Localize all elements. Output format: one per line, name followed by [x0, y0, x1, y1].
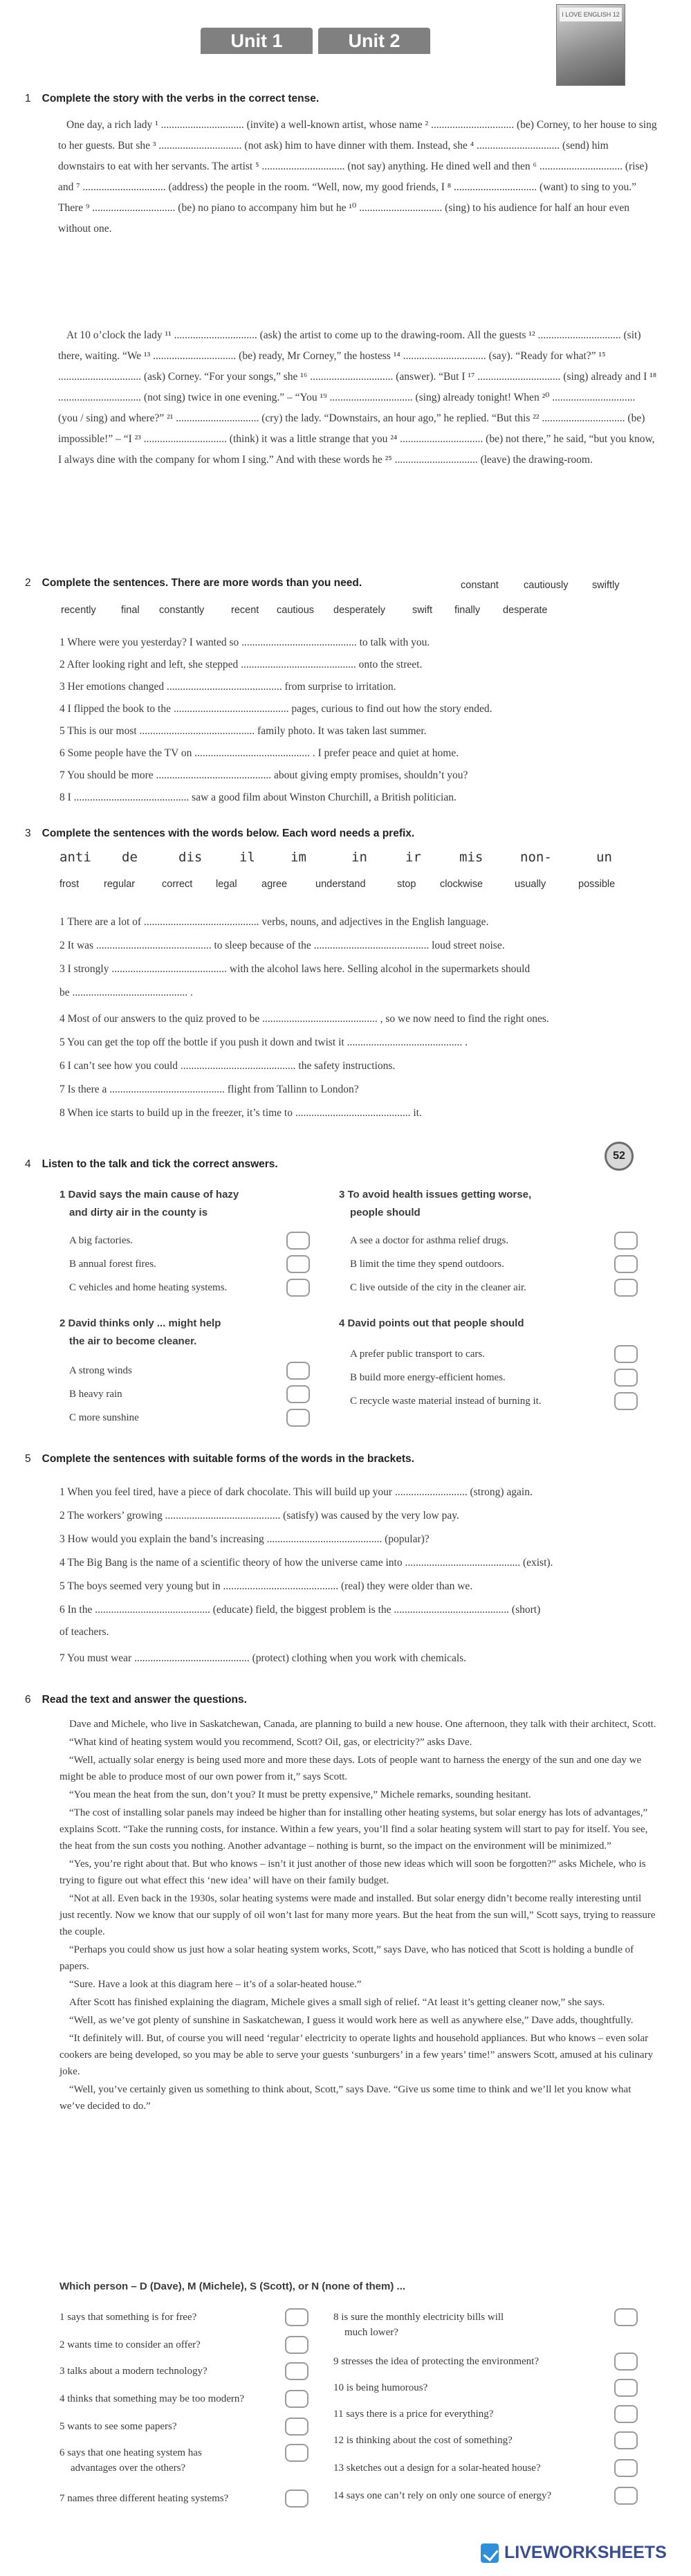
s4-q4-option-b: B build more energy-efficient homes. — [350, 1372, 506, 1383]
s6-paragraph: “You mean the heat from the sun, don’t you? It must be pretty expensive,” Michele remarks, sounding hesitant. — [69, 1789, 531, 1800]
s2-item-1: 1 Where were you yesterday? I wanted so ........................................... to talk with you. — [59, 637, 430, 648]
s6-statement — [333, 2433, 607, 2448]
s6-statement — [333, 2488, 607, 2503]
word-stop: stop — [397, 879, 416, 890]
s6-statement-text: 4 thinks that something may be too modern? — [59, 2393, 245, 2404]
s4-q2-checkbox-c[interactable] — [286, 1409, 310, 1427]
s6-statement — [333, 2406, 607, 2422]
story-paragraph-1 — [58, 115, 657, 239]
section-2-title: 2 Complete the sentences. There are more words than you need. — [25, 577, 362, 589]
s4-q4-stem: 4 David points out that people should — [339, 1317, 524, 1329]
s6-paragraph: Dave and Michele, who live in Saskatchewan, Canada, are planning to build a new house. One afternoon, they talk with their architect, Scott. — [69, 1719, 656, 1730]
word-cautious: cautious — [277, 605, 315, 616]
word-understand: understand — [315, 879, 366, 890]
prefix-de: de — [122, 850, 138, 865]
s2-item-6: 6 Some people have the TV on ........................................... . I prefer peace and quiet at home. — [59, 747, 459, 759]
s3-item-4: 4 Most of our answers to the quiz proved to be ........................................... , so we now need to find the right ones. — [59, 1013, 549, 1025]
word-agree: agree — [261, 879, 288, 890]
word-constant: constant — [461, 580, 499, 591]
s4-q3-option-a: A see a doctor for asthma relief drugs. — [350, 1235, 509, 1246]
prefix-il: il — [239, 850, 255, 865]
s3-item-8: 8 When ice starts to build up in the freezer, it’s time to ........................................... it. — [59, 1107, 422, 1119]
s6-statement-text: 3 talks about a modern technology? — [59, 2366, 208, 2377]
word-possible: possible — [578, 879, 616, 890]
s6-paragraph: “What kind of heating system would you recommend, Scott? Oil, gas, or electricity?” asks Dave. — [69, 1737, 472, 1748]
s6-reading-text — [59, 1716, 658, 2116]
word-desperately: desperately — [333, 605, 385, 616]
s6-paragraph: “Yes, you’re right about that. But who knows – isn’t it just another of those new ideas which will soon be forgotten?” asks Michele, who is trying to figure out what effect this ‘new idea’ will have on their family budget. — [59, 1858, 646, 1886]
s6-answer-box[interactable] — [614, 2487, 638, 2505]
s4-q4-option-c: C recycle waste material instead of burning it. — [350, 1396, 542, 1407]
word-recent: recent — [231, 605, 259, 616]
s6-statement-text: 1 says that something is for free? — [59, 2312, 197, 2323]
s6-answer-box[interactable] — [285, 2390, 308, 2408]
s6-answer-box[interactable] — [614, 2431, 638, 2449]
s4-q1-option-c: C vehicles and home heating systems. — [69, 1282, 228, 1293]
s5-item-2: 2 The workers’ growing ........................................... (satisfy) was caused by the very low pay. — [59, 1510, 459, 1522]
book-cover-title: I LOVE ENGLISH 12 — [560, 8, 622, 21]
s6-statement — [333, 2460, 607, 2476]
s3-item-1: 1 There are a lot of ........................................... verbs, nouns, and adjectives in the English language. — [59, 916, 489, 928]
s4-q1-stem: 1 David says the main cause of hazy — [59, 1189, 239, 1200]
s4-q3-stem-2: people should — [350, 1207, 421, 1218]
story-paragraph-2 — [58, 325, 657, 471]
s5-item-6-cont: of teachers. — [59, 1626, 109, 1638]
word-correct: correct — [162, 879, 193, 890]
s6-paragraph: “Well, as we’ve got plenty of sunshine in Saskatchewan, I guess it would work here as well as anywhere else,” Dave adds, thoughtfully. — [69, 2015, 634, 2026]
s3-item-2: 2 It was ........................................... to sleep because of the ........................................... loud street noise. — [59, 940, 505, 951]
section-5-title: 5 Complete the sentences with suitable forms of the words in the brackets. — [25, 1453, 414, 1465]
s4-q3-checkbox-b[interactable] — [614, 1255, 638, 1273]
word-desperate: desperate — [503, 605, 548, 616]
s4-q1-option-b: B annual forest fires. — [69, 1259, 156, 1270]
s6-answer-box[interactable] — [285, 2308, 308, 2326]
s4-q3-option-b: B limit the time they spend outdoors. — [350, 1259, 504, 1270]
s5-item-4: 4 The Big Bang is the name of a scientific theory of how the universe came into ........................................... (exist). — [59, 1557, 553, 1569]
story-text-1: One day, a rich lady ¹ ............................... (invite) a well-known artist, whose name ² ............................... (be) Corney, to her house to sing to her guests. But she ³ ............................... (not ask) him to have dinner with them. Instead, she ⁴ ............................... (send) him downstairs to eat with her servants. The artist ⁵ ............................... (not say) anything. He dined well and then ⁶ ............................... (rise) and ⁷ ............................... (address) the people in the room. “Well, now, my good friends, I ⁸ ............................... (want) to sing to you.” There ⁹ ............................... (be) no piano to accompany him but he ¹⁰ ............................... (sing) to his audience for half an hour even without one. — [58, 119, 657, 235]
s4-q2-option-b: B heavy rain — [69, 1389, 122, 1400]
section-6 — [25, 1694, 661, 1706]
s6-statement — [59, 2310, 278, 2325]
section-1-title: 1 Complete the story with the verbs in the correct tense. — [25, 93, 320, 104]
s6-statement-text-cont: much lower? — [344, 2327, 398, 2338]
word-swiftly: swiftly — [592, 580, 620, 591]
s4-q1-checkbox-c[interactable] — [286, 1279, 310, 1297]
prefix-anti: anti — [59, 850, 91, 865]
s6-paragraph: “Well, you’ve certainly given us something to think about, Scott,” says Dave. “Give us some time to think and we’ll let you know what we’ve decided to do.” — [59, 2084, 632, 2112]
word-final: final — [121, 605, 140, 616]
word-clockwise: clockwise — [440, 879, 483, 890]
s3-item-3-cont: be ........................................... . — [59, 987, 193, 998]
s6-statement — [333, 2310, 607, 2340]
s2-item-8: 8 I ........................................... saw a good film about Winston Churchill, a British politician. — [59, 792, 457, 803]
s6-statement — [333, 2354, 607, 2369]
section-6-title: 6 Read the text and answer the questions. — [25, 1694, 247, 1706]
s3-item-3: 3 I strongly ........................................... with the alcohol laws here. Selling alcohol in the supermarkets should — [59, 963, 531, 975]
s4-q4-checkbox-c[interactable] — [614, 1392, 638, 1410]
s3-item-5: 5 You can get the top off the bottle if you push it down and twist it ........................................... . — [59, 1036, 468, 1048]
s6-paragraph: “Not at all. Even back in the 1930s, solar heating systems were made and installed. But solar energy didn’t become really interesting until just recently. Now we know that our supply of oil won’t last for many more years. But the heat from the sun will,” Scott says, trying to reassure the couple. — [59, 1893, 656, 1937]
s4-q4-checkbox-a[interactable] — [614, 1345, 638, 1363]
s4-q3-checkbox-c[interactable] — [614, 1279, 638, 1297]
s6-statement-text: 13 sketches out a design for a solar-heated house? — [333, 2463, 541, 2474]
s4-q4-option-a: A prefer public transport to cars. — [350, 1349, 485, 1360]
s2-item-3: 3 Her emotions changed ........................................... from surprise to irritation. — [59, 681, 396, 693]
section-5 — [25, 1453, 661, 1465]
s6-paragraph: “It definitely will. But, of course you will need ‘regular’ electricity to operate lights and household appliances. But who knows – even solar cookers are being developed, so you may be able to serve your guests ‘sunburgers’ in a few years’ time!” answers Scott, amused at his culinary joke. — [59, 2033, 654, 2077]
s4-q2-checkbox-a[interactable] — [286, 1362, 310, 1380]
s6-answer-box[interactable] — [285, 2336, 308, 2354]
liveworksheets-brand: LIVEWORKSHEETS — [504, 2543, 667, 2562]
prefix-non: non- — [520, 850, 552, 865]
tab-unit-2[interactable]: Unit 2 — [318, 28, 430, 54]
s6-statement — [59, 2491, 278, 2506]
s4-q3-checkbox-a[interactable] — [614, 1232, 638, 1250]
liveworksheets-check-icon — [481, 2543, 499, 2563]
word-swift: swift — [412, 605, 432, 616]
prefix-ir: ir — [405, 850, 421, 865]
s5-item-7: 7 You must wear ........................................... (protect) clothing when you work with chemicals. — [59, 1652, 467, 1664]
s6-statement-text: 2 wants time to consider an offer? — [59, 2339, 201, 2350]
s5-item-3: 3 How would you explain the band’s increasing ........................................... (popular)? — [59, 1533, 430, 1545]
s6-statement-text: 11 says there is a price for everything? — [333, 2409, 494, 2420]
s4-q1-option-a: A big factories. — [69, 1235, 133, 1246]
prefix-im: im — [291, 850, 306, 865]
s4-q2-stem: 2 David thinks only ... might help — [59, 1317, 221, 1329]
s6-question-title: Which person – D (Dave), M (Michele), S (Scott), or N (none of them) ... — [59, 2281, 406, 2292]
word-usually: usually — [515, 879, 546, 890]
prefix-dis: dis — [178, 850, 203, 865]
s6-answer-box[interactable] — [285, 2444, 308, 2462]
section-4 — [25, 1158, 661, 1171]
s6-answer-box[interactable] — [614, 2405, 638, 2423]
word-recently: recently — [61, 605, 96, 616]
s6-paragraph: “Perhaps you could show us just how a solar heating system works, Scott,” says Dave, who has noticed that Scott is holding a bundle of papers. — [59, 1944, 634, 1972]
prefix-mis: mis — [459, 850, 483, 865]
word-frost: frost — [59, 879, 80, 890]
s6-answer-box[interactable] — [285, 2490, 308, 2508]
s2-item-5: 5 This is our most ........................................... family photo. It was taken last summer. — [59, 725, 427, 737]
s4-q2-option-c: C more sunshine — [69, 1412, 139, 1423]
tab-unit-1[interactable]: Unit 1 — [201, 28, 313, 54]
s6-statement — [59, 2391, 278, 2406]
word-constantly: constantly — [159, 605, 205, 616]
word-cautiously: cautiously — [524, 580, 569, 591]
s5-item-6: 6 In the ........................................... (educate) field, the biggest problem is the ........................................... (short) — [59, 1604, 541, 1616]
word-finally: finally — [454, 605, 481, 616]
s6-answer-box[interactable] — [614, 2353, 638, 2371]
s6-answer-box[interactable] — [614, 2308, 638, 2326]
s6-paragraph: “The cost of installing solar panels may indeed be higher than for installing other heating systems, but solar energy has lots of advantages,” explains Scott. “Take the running costs, for instance. Within a few years, you’ll find a solar heating system will start to pay for itself. You see, the heat from the sun costs you nothing. Another advantage – nothing is burnt, so the impact on the environment will be minimized.” — [59, 1807, 648, 1852]
s6-answer-box[interactable] — [285, 2418, 308, 2436]
s4-q2-stem-2: the air to become cleaner. — [69, 1335, 197, 1347]
s6-paragraph: “Well, actually solar energy is being used more and more these days. Lots of people want to harness the energy of the sun and one day we might be able to produce most of our own power from it,” says Scott. — [59, 1755, 642, 1782]
section-3-title: 3 Complete the sentences with the words below. Each word needs a prefix. — [25, 828, 415, 839]
story-text-2: At 10 o’clock the lady ¹¹ ............................... (ask) the artist to come up to the drawing-room. All the guests ¹² ............................... (sit) there, waiting. “We ¹³ ............................... (be) ready, Mr Corney,” the hostess ¹⁴ ............................... (say). “Ready for what?” ¹⁵ ............................... (ask) Corney. “For your songs,” she ¹⁶ ............................... (answer). “But I ¹⁷ ............................... (sing) already and I ¹⁸ ............................... (not sing) twice in one evening.” – “You ¹⁹ ............................... (sing) already tonight! When ²⁰ ............................... (you / sing) and where?” ²¹ ............................... (cry) the lady. “Downstairs, an hour ago,” he replied. “But this ²² ............................... (be) impossible!” – “I ²³ ............................... (think) it was a little strange that you ²⁴ ............................... (be) not there,” he said, “but you know, I always dine with the company for whom I sing.” And with these words he ²⁵ ............................... (leave) the drawing-room. — [58, 329, 657, 466]
s6-answer-box[interactable] — [285, 2362, 308, 2380]
s6-paragraph: “Sure. Have a look at this diagram here – it’s of a solar-heated house.” — [69, 1979, 362, 1990]
header-bar — [0, 0, 691, 54]
s4-q1-stem-2: and dirty air in the county is — [69, 1207, 208, 1218]
s5-item-1: 1 When you feel tired, have a piece of dark chocolate. This will build up your ........................... (strong) again. — [59, 1486, 533, 1498]
s5-item-5: 5 The boys seemed very young but in ........................................... (real) they were older than we. — [59, 1580, 473, 1592]
book-cover-image — [556, 4, 625, 86]
prefix-un: un — [596, 850, 612, 865]
s6-statement-text: 6 says that one heating system has — [59, 2447, 202, 2458]
s6-paragraph: After Scott has finished explaining the diagram, Michele gives a small sigh of relief. “At least it’s getting cleaner now,” she says. — [69, 1997, 605, 2008]
s4-q2-option-a: A strong winds — [69, 1365, 132, 1376]
s6-statement-text-cont: advantages over the others? — [71, 2463, 186, 2474]
s4-q1-checkbox-a[interactable] — [286, 1232, 310, 1250]
section-1 — [25, 93, 661, 105]
s6-statement — [59, 2364, 278, 2379]
s6-statement-text: 5 wants to see some papers? — [59, 2421, 177, 2432]
s2-item-4: 4 I flipped the book to the ........................................... pages, curious to find out how the story ended. — [59, 703, 492, 715]
s6-statement — [59, 2419, 278, 2434]
s4-q1-checkbox-b[interactable] — [286, 1255, 310, 1273]
s6-statement-text: 14 says one can’t rely on only one source of energy? — [333, 2490, 552, 2501]
word-regular: regular — [104, 879, 136, 890]
s6-statement-text: 10 is being humorous? — [333, 2382, 428, 2393]
s6-statement — [59, 2445, 278, 2476]
s4-q4-checkbox-b[interactable] — [614, 1369, 638, 1387]
section-4-title: 4 Listen to the talk and tick the correct answers. — [25, 1158, 278, 1170]
s2-item-7: 7 You should be more ........................................... about giving empty promises, shouldn’t you? — [59, 769, 468, 781]
s6-answer-box[interactable] — [614, 2379, 638, 2397]
s6-statement — [59, 2337, 278, 2353]
word-legal: legal — [216, 879, 237, 890]
s6-answer-box[interactable] — [614, 2459, 638, 2477]
s6-statement-text: 9 stresses the idea of protecting the environment? — [333, 2356, 539, 2367]
section-3 — [25, 828, 661, 840]
s6-statement-text: 7 names three different heating systems? — [59, 2493, 229, 2504]
s6-statement-text: 8 is sure the monthly electricity bills will — [333, 2312, 504, 2323]
prefix-in: in — [351, 850, 367, 865]
s4-q2-checkbox-b[interactable] — [286, 1385, 310, 1403]
s6-statement-text: 12 is thinking about the cost of something? — [333, 2435, 513, 2446]
s3-item-7: 7 Is there a ........................................... flight from Tallinn to London? — [59, 1084, 359, 1095]
liveworksheets-logo[interactable] — [481, 2543, 667, 2565]
s2-item-2: 2 After looking right and left, she stepped ........................................... onto the street. — [59, 659, 423, 670]
audio-track-badge[interactable]: 52 — [605, 1142, 634, 1171]
s4-q3-stem: 3 To avoid health issues getting worse, — [339, 1189, 532, 1200]
s3-item-6: 6 I can’t see how you could ........................................... the safety instructions. — [59, 1060, 396, 1072]
s4-q3-option-c: C live outside of the city in the cleaner air. — [350, 1282, 526, 1293]
s6-statement — [333, 2380, 607, 2395]
